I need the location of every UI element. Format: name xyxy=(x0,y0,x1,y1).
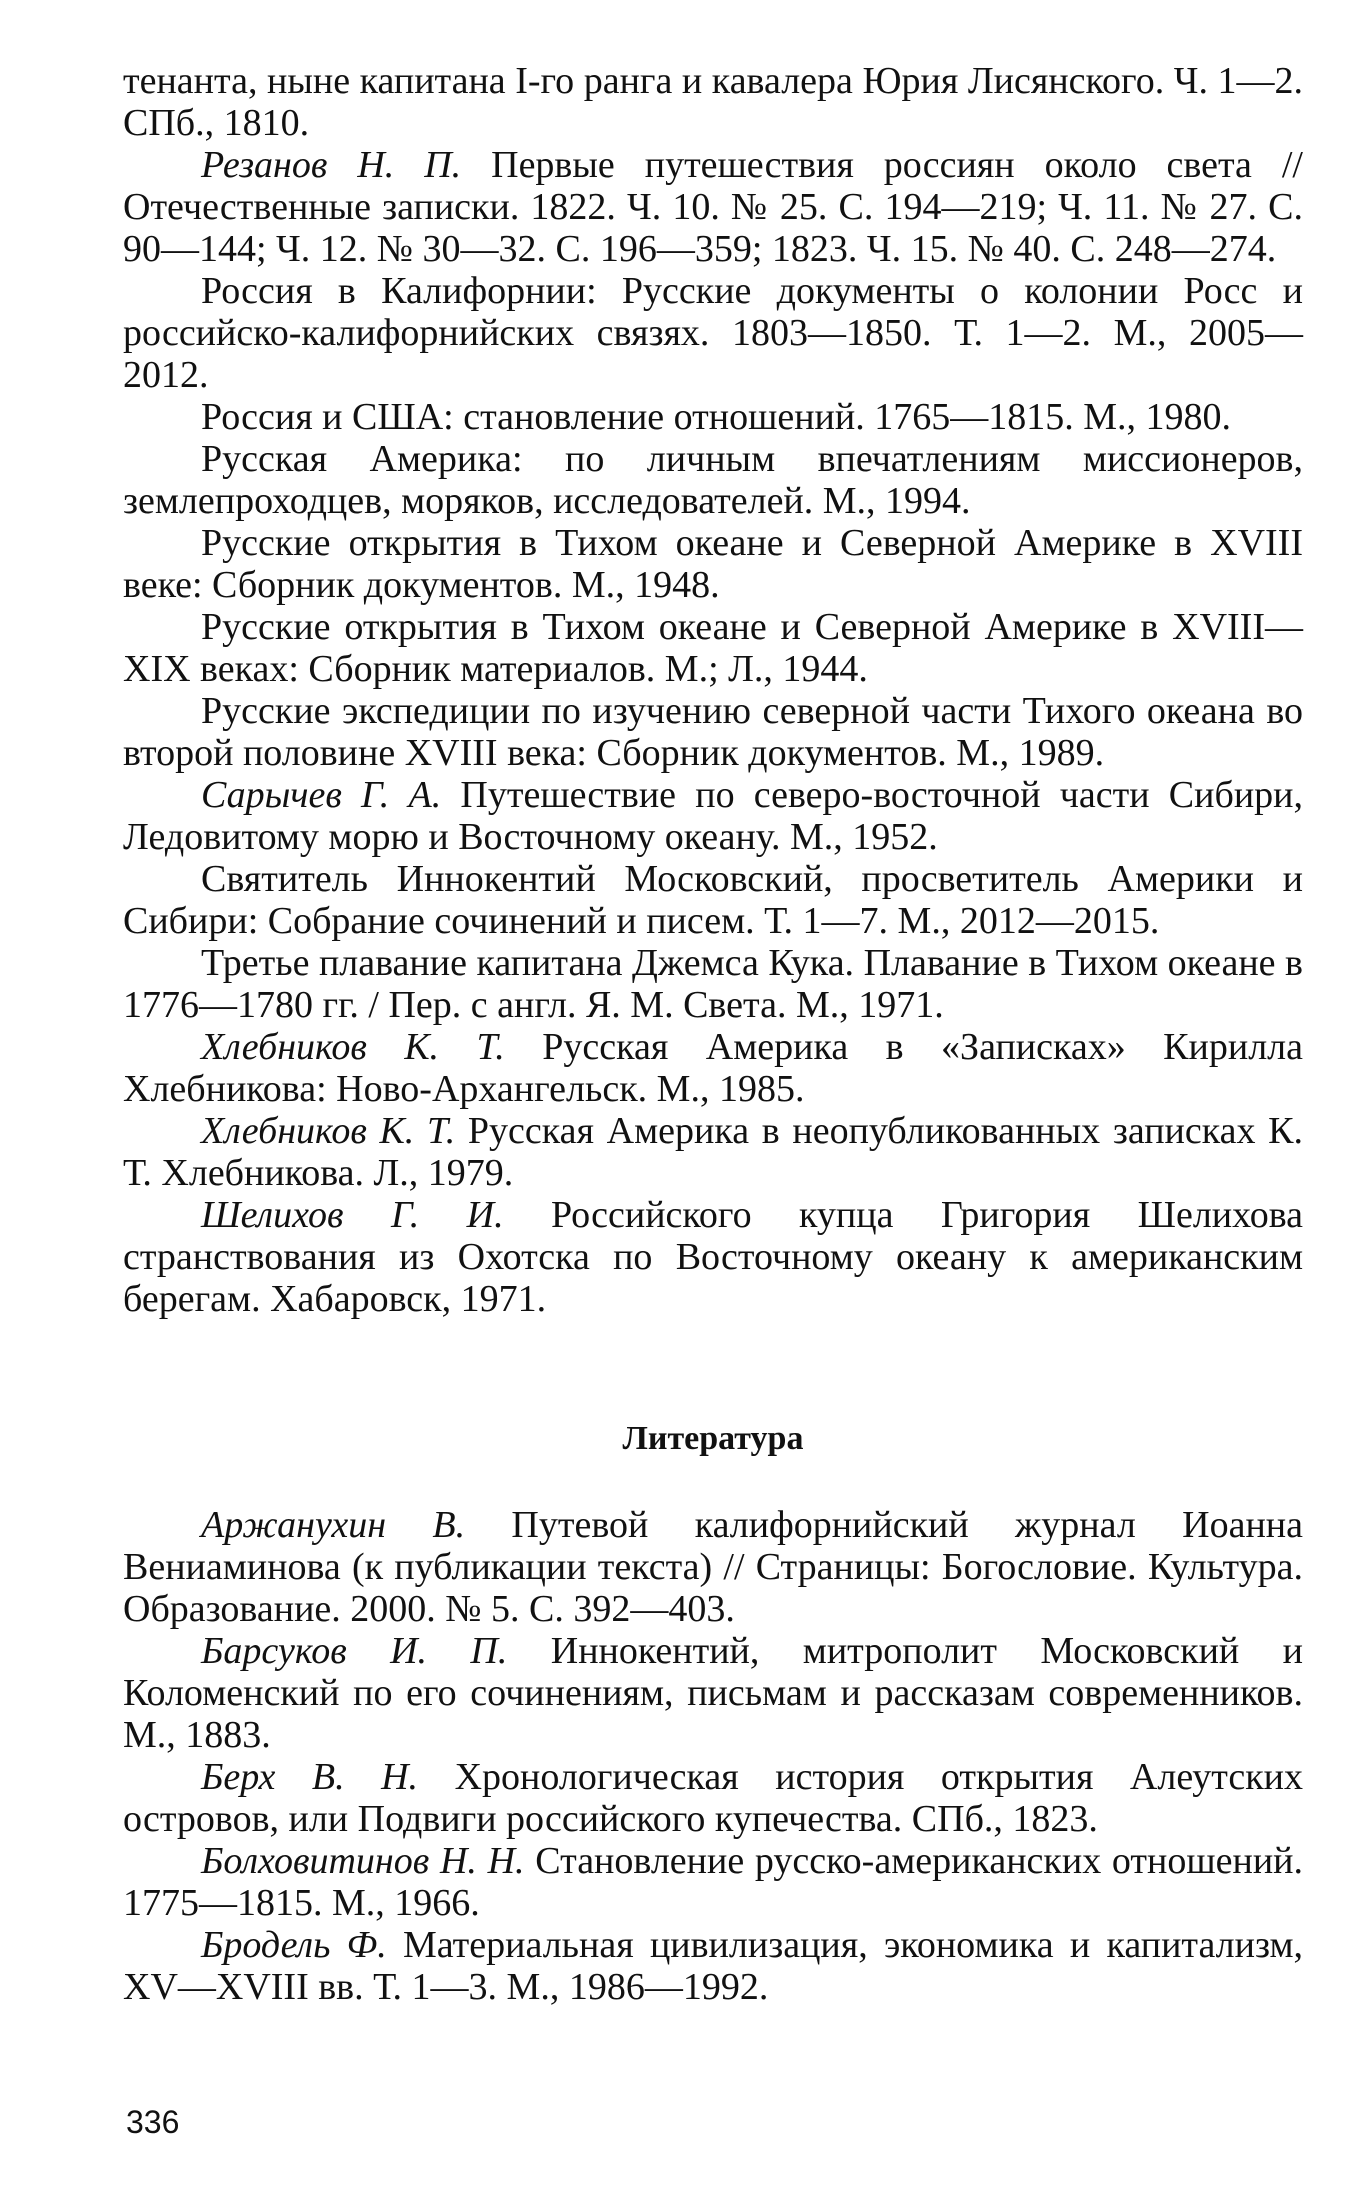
entry-text: Становление русско-американских отношений. 1775—1815. М., 1966. xyxy=(123,1840,1303,1924)
entry-text: Русская Америка: по личным впечатлениям миссионеров, землепроходцев, моряков, исследователей. М., 1994. xyxy=(123,438,1303,522)
bib-entry xyxy=(123,690,1303,774)
entry-author: Аржанухин В. xyxy=(201,1504,466,1546)
bib-entry xyxy=(123,1504,1303,1630)
entry-text: Русские экспедиции по изучению северной части Тихого океана во второй половине XVIII века: Сборник документов. М., 1989. xyxy=(123,690,1303,774)
entry-text: Материальная цивилизация, экономика и капитализм, XV—XVIII вв. Т. 1—3. М., 1986—1992. xyxy=(123,1924,1303,2008)
bib-entry xyxy=(123,1110,1303,1194)
entry-author: Хлебников К. Т. xyxy=(201,1026,505,1068)
entry-text: Россия в Калифорнии: Русские документы о колонии Росс и российско-калифорнийских связях. 1803—1850. Т. 1—2. М., 2005—2012. xyxy=(123,270,1303,396)
bib-entry xyxy=(123,144,1303,270)
entry-text: Иннокентий, митрополит Московский и Коломенский по его сочинениям, письмам и рассказам современников. М., 1883. xyxy=(123,1630,1303,1756)
bib-entry xyxy=(123,438,1303,522)
entry-author: Бродель Ф. xyxy=(201,1924,387,1966)
bib-entry xyxy=(123,270,1303,396)
entry-author: Берх В. Н. xyxy=(201,1756,419,1798)
bib-entry xyxy=(123,774,1303,858)
page-number: 336 xyxy=(126,2104,180,2140)
literature-list xyxy=(123,1504,1303,2008)
entry-text: Святитель Иннокентий Московский, просветитель Америки и Сибири: Собрание сочинений и писем. Т. 1—7. М., 2012—2015. xyxy=(123,858,1303,942)
entry-text: Русские открытия в Тихом океане и Северной Америке в XVIII—XIX веках: Сборник материалов. М.; Л., 1944. xyxy=(123,606,1303,690)
entry-author: Шелихов Г. И. xyxy=(201,1194,504,1236)
entry-text: тенанта, ныне капитана I-го ранга и кавалера Юрия Лисянского. Ч. 1—2. СПб., 1810. xyxy=(123,60,1303,144)
bib-entry xyxy=(123,858,1303,942)
bib-entry xyxy=(123,1194,1303,1320)
entry-author: Резанов Н. П. xyxy=(201,144,462,186)
entry-text: Хронологическая история открытия Алеутских островов, или Подвиги российского купечества. СПб., 1823. xyxy=(123,1756,1303,1840)
entry-text: Русские открытия в Тихом океане и Северной Америке в XVIII веке: Сборник документов. М., 1948. xyxy=(123,522,1303,606)
section-spacer xyxy=(123,1460,1303,1504)
entry-author: Хлебников К. Т. xyxy=(201,1110,456,1152)
entry-author: Сарычев Г. А. xyxy=(201,774,442,816)
entry-text: Третье плавание капитана Джемса Кука. Плавание в Тихом океане в 1776—1780 гг. / Пер. с англ. Я. М. Света. М., 1971. xyxy=(123,942,1303,1026)
sources-list xyxy=(123,60,1303,1320)
literature-heading: Литература xyxy=(622,1420,804,1457)
entry-author: Болховитинов Н. Н. xyxy=(201,1840,525,1882)
text-column xyxy=(123,60,1303,2008)
section-spacer xyxy=(123,1320,1303,1418)
bib-entry xyxy=(123,1840,1303,1924)
bib-entry xyxy=(123,396,1303,438)
entry-text: Путевой калифорнийский журнал Иоанна Вениаминова (к публикации текста) // Страницы: Богословие. Культура. Образование. 2000. № 5. С. 392—403. xyxy=(123,1504,1303,1630)
entry-author: Барсуков И. П. xyxy=(201,1630,508,1672)
entry-text: Русская Америка в неопубликованных записках К. Т. Хлебникова. Л., 1979. xyxy=(123,1110,1303,1194)
bib-entry xyxy=(123,1026,1303,1110)
bib-entry xyxy=(123,942,1303,1026)
entry-text: Первые путешествия россиян около света // Отечественные записки. 1822. Ч. 10. № 25. С. 194—219; Ч. 11. № 27. С. 90—144; Ч. 12. № 30—32. С. 196—359; 1823. Ч. 15. № 40. С. 248—274. xyxy=(123,144,1303,270)
bib-entry xyxy=(123,1630,1303,1756)
bib-entry xyxy=(123,1924,1303,2008)
entry-text: Путешествие по северо-восточной части Сибири, Ледовитому морю и Восточному океану. М., 1952. xyxy=(123,774,1303,858)
bib-entry xyxy=(123,606,1303,690)
bib-entry xyxy=(123,1756,1303,1840)
entry-text: Россия и США: становление отношений. 1765—1815. М., 1980. xyxy=(201,396,1232,438)
bib-entry xyxy=(123,60,1303,144)
entry-text: Российского купца Григория Шелихова странствования из Охотска по Восточному океану к американским берегам. Хабаровск, 1971. xyxy=(123,1194,1303,1320)
bib-entry xyxy=(123,522,1303,606)
entry-text: Русская Америка в «Записках» Кирилла Хлебникова: Ново-Архангельск. М., 1985. xyxy=(123,1026,1303,1110)
